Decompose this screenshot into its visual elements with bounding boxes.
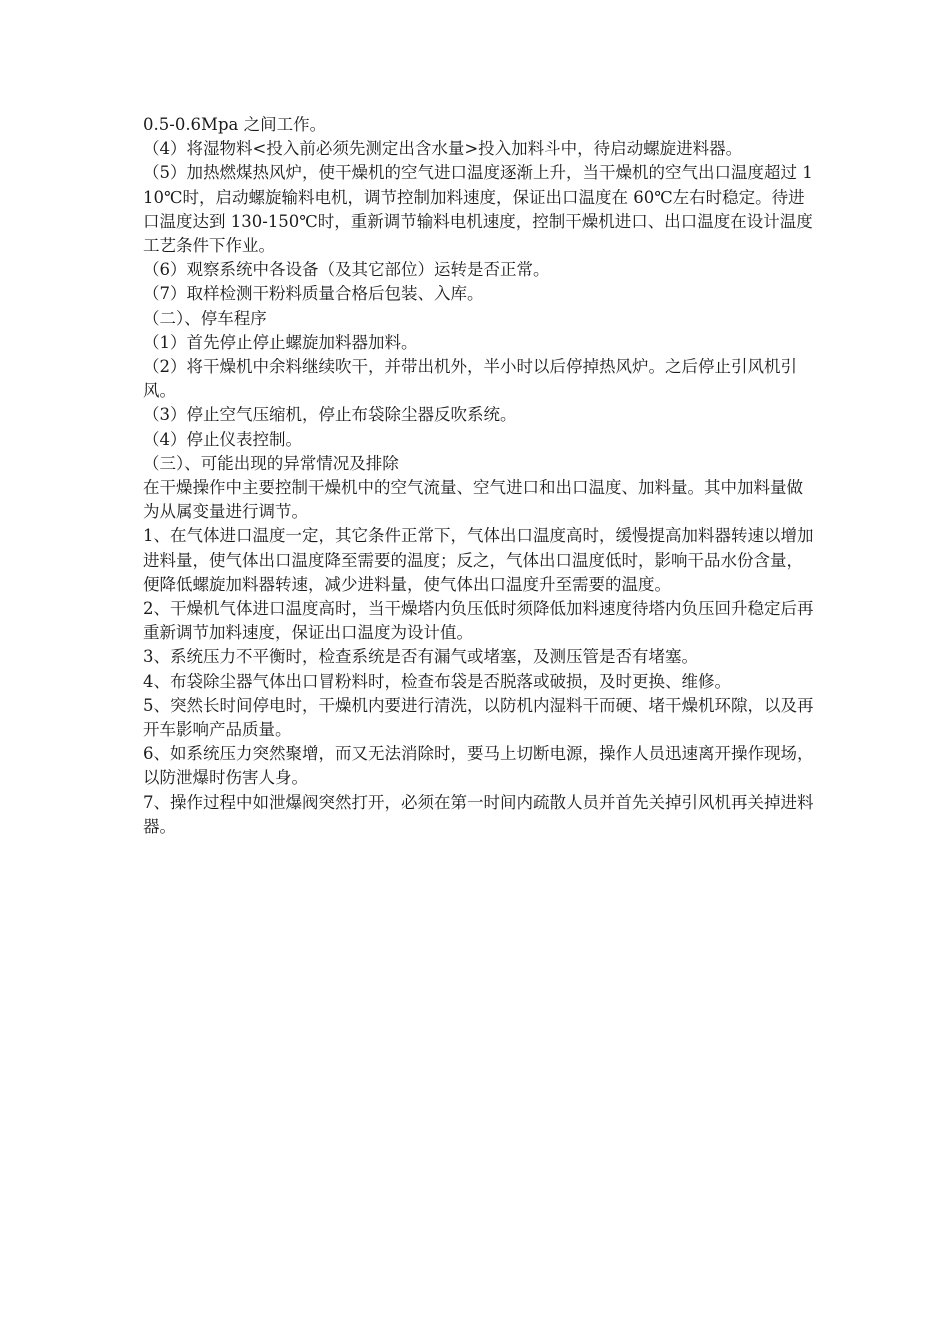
paragraph-shutdown-step-4: （4）停止仪表控制。 — [143, 429, 302, 449]
paragraph-shutdown-step-1: （1）首先停止停止螺旋加料器加料。 — [143, 332, 418, 352]
paragraph-abnormal-item-3: 3、系统压力不平衡时，检查系统是否有漏气或堵塞，及测压管是否有堵塞。 — [143, 647, 698, 667]
paragraph-abnormal-item-1: 1、在气体进口温度一定，其它条件正常下，气体出口温度高时，缓慢提高加料器转速以增加进料量，使气体出口温度降至需要的温度；反之，气体出口温度低时，影响干品水份含量，便降低螺旋加料器转速，减少进料量，使气体出口温度升至需要的温度。 — [143, 526, 814, 594]
paragraph-shutdown-step-3: （3）停止空气压缩机，停止布袋除尘器反吹系统。 — [143, 405, 517, 425]
paragraph-abnormal-item-7: 7、操作过程中如泄爆阀突然打开，必须在第一时间内疏散人员并首先关掉引风机再关掉进料器。 — [143, 792, 814, 836]
paragraph-abnormal-item-6: 6、如系统压力突然聚增，而又无法消除时，要马上切断电源，操作人员迅速离开操作现场，以防泄爆时伤害人身。 — [143, 744, 814, 788]
paragraph-shutdown-step-2: （2）将干燥机中余料继续吹干，并带出机外，半小时以后停掉热风炉。之后停止引风机引风。 — [143, 357, 797, 401]
paragraph-step-5-heating: （5）加热燃煤热风炉，使干燥机的空气进口温度逐渐上升，当干燥机的空气出口温度超过 110℃时，启动螺旋输料电机，调节控制加料速度，保证出口温度在 60℃左右时稳定。待进口温度达到 130-150℃时，重新调节输料电机速度，控制干燥机进口、出口温度在设计温度工艺条件下作业。 — [143, 163, 813, 256]
paragraph-step-6-observe: （6）观察系统中各设备（及其它部位）运转是否正常。 — [143, 260, 550, 280]
paragraph-abnormal-intro: 在干燥操作中主要控制干燥机中的空气流量、空气进口和出口温度、加料量。其中加料量做为从属变量进行调节。 — [143, 478, 803, 522]
paragraph-abnormal-item-5: 5、突然长时间停电时，干燥机内要进行清洗，以防机内湿料干而硬、堵干燥机环隙，以及再开车影响产品质量。 — [143, 695, 814, 740]
paragraph-step-7-sampling: （7）取样检测干粉料质量合格后包装、入库。 — [143, 284, 484, 304]
paragraph-pressure-range: 0.5-0.6Mpa 之间工作。 — [143, 115, 327, 134]
paragraph-step-4-feed: （4）将湿物料<投入前必须先测定出含水量>投入加料斗中，待启动螺旋进料器。 — [143, 139, 743, 159]
section-heading-abnormal: （三）、可能出现的异常情况及排除 — [143, 453, 399, 473]
paragraph-abnormal-item-2: 2、干燥机气体进口温度高时，当干燥塔内负压低时须降低加料速度待塔内负压回升稳定后再重新调节加料速度，保证出口温度为设计值。 — [143, 599, 814, 643]
document-body — [143, 113, 815, 839]
section-heading-shutdown: （二）、停车程序 — [143, 308, 267, 328]
paragraph-abnormal-item-4: 4、布袋除尘器气体出口冒粉料时，检查布袋是否脱落或破损，及时更换、维修。 — [143, 671, 731, 691]
